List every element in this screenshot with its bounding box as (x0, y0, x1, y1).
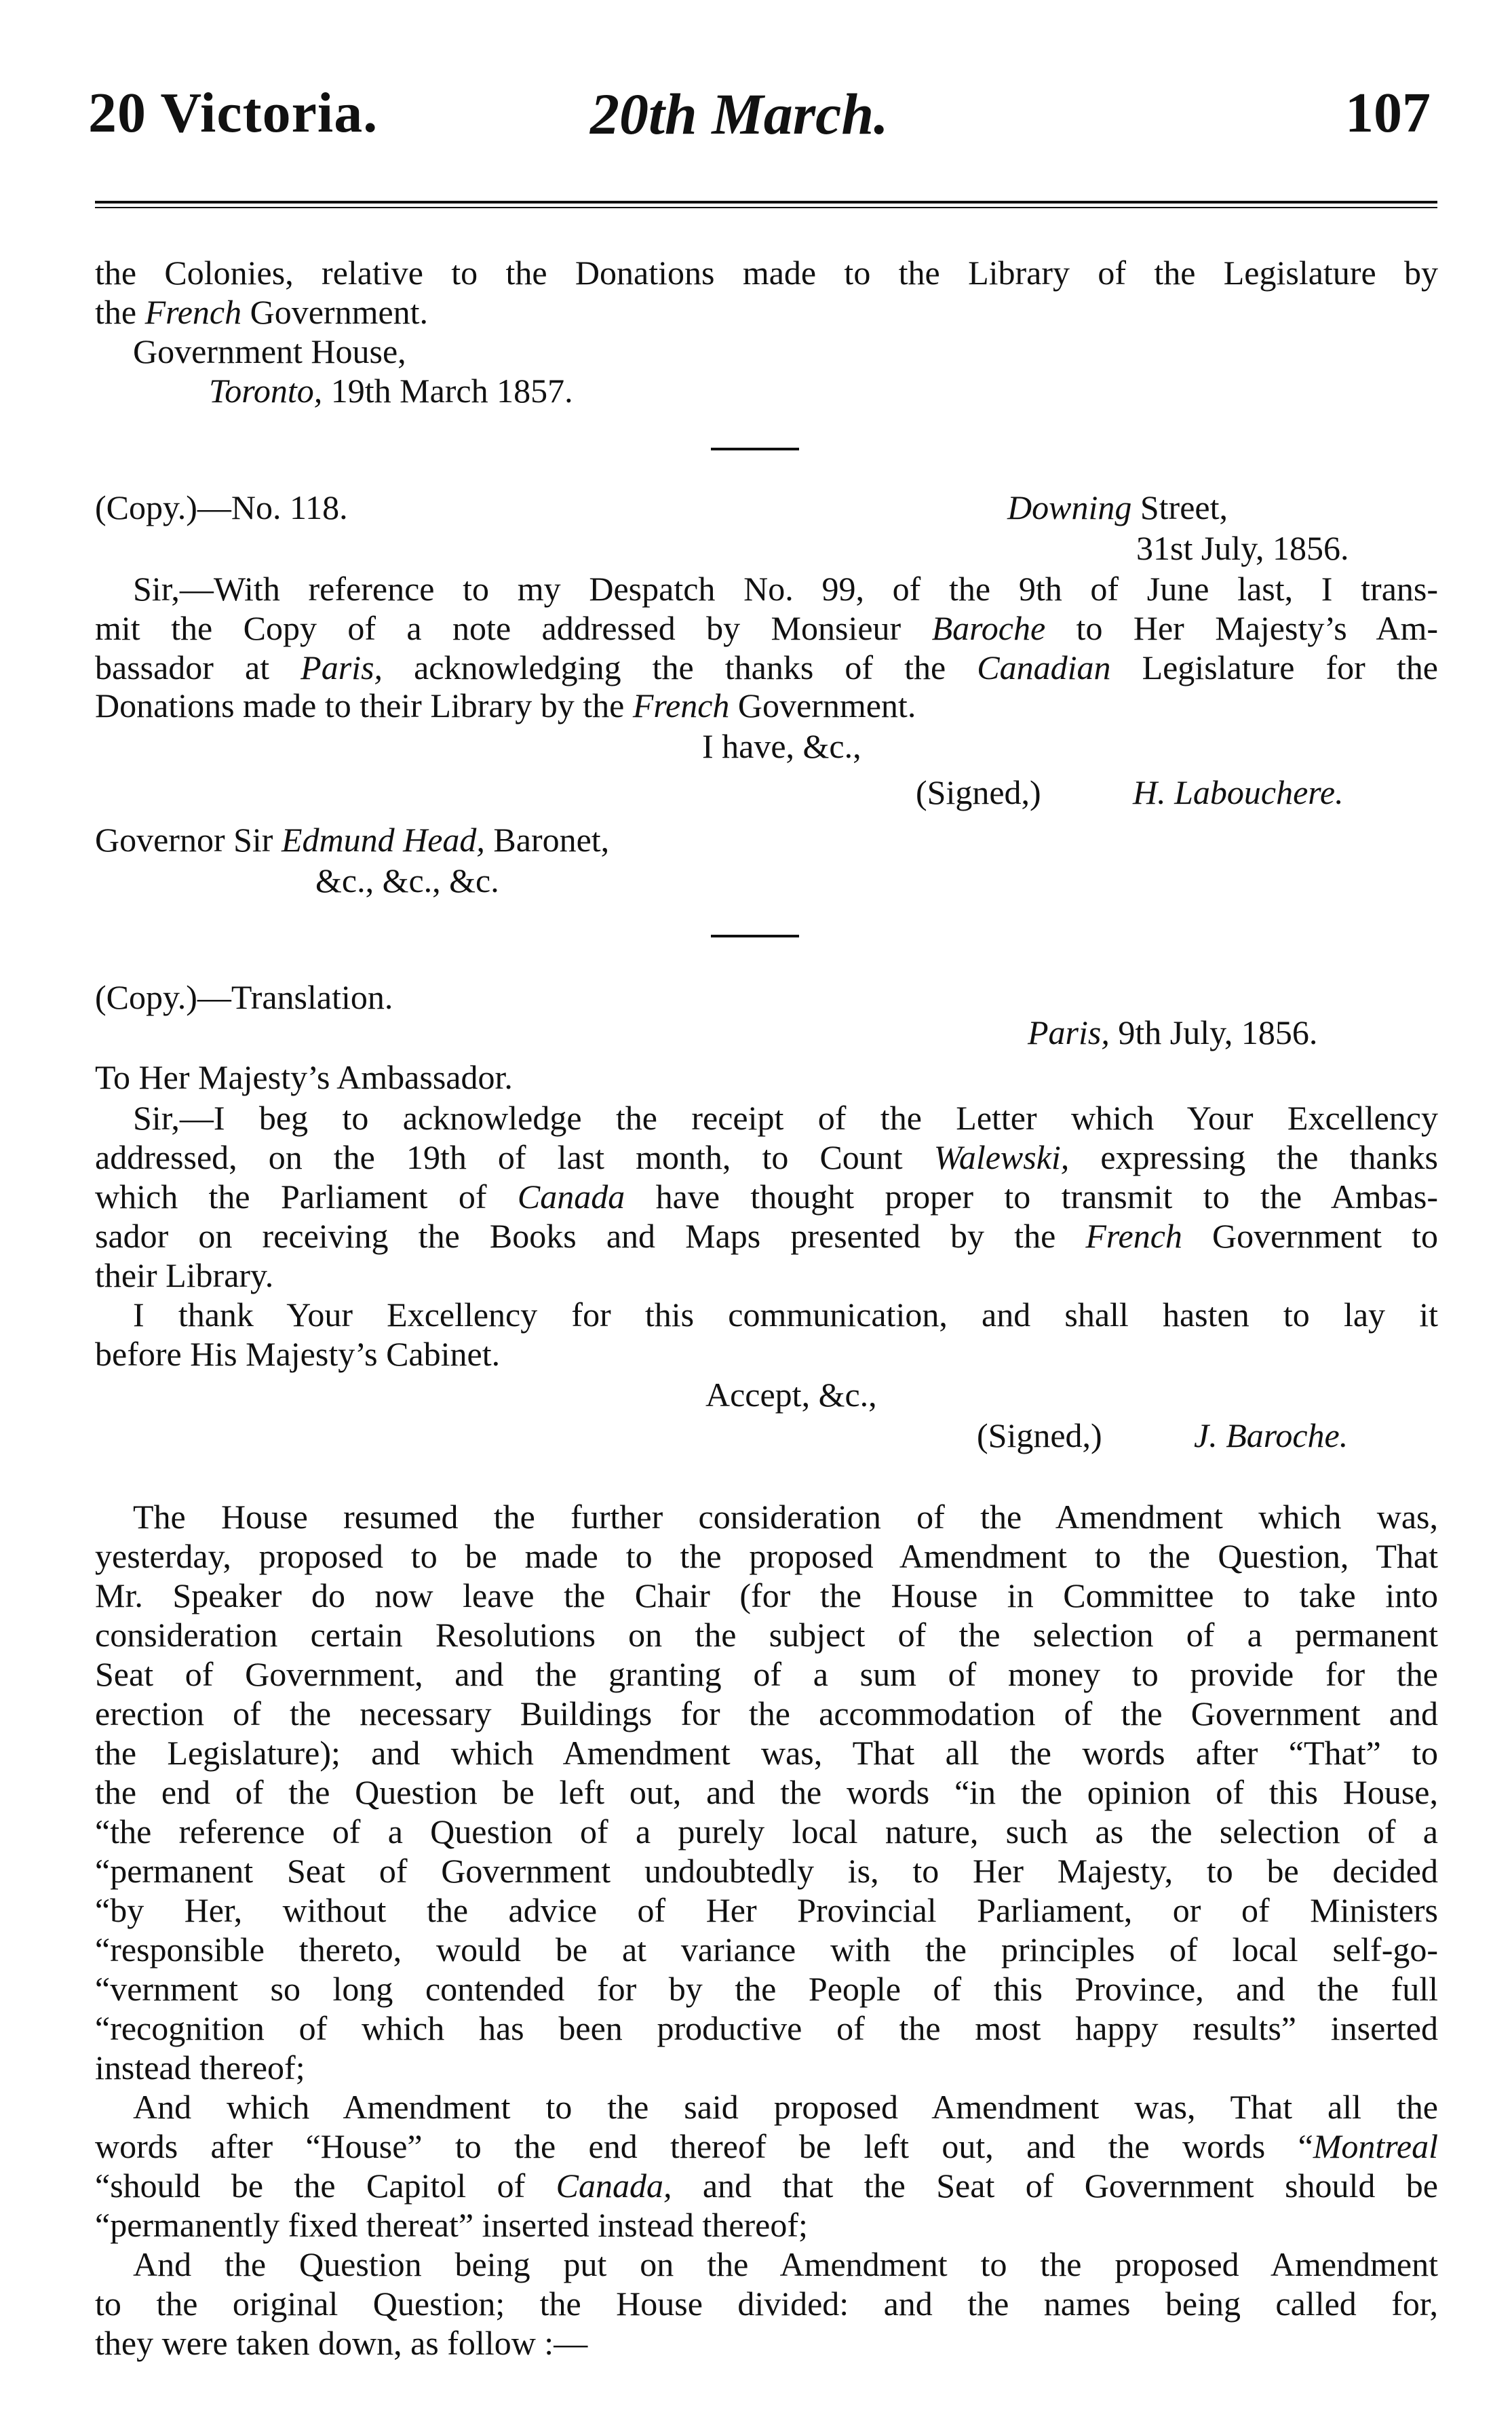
proceedings-line: “the reference of a Question of a purely local nature, such as the selection of a (95, 1813, 1438, 1850)
proceedings-line: Seat of Government, and the granting of a sum of money to provide for the (95, 1655, 1438, 1693)
header-rule (95, 201, 1437, 203)
intro-date: Toronto, 19th March 1857. (209, 372, 573, 410)
translation-to: To Her Majesty’s Ambassador. (95, 1058, 513, 1096)
intro-place: Government House, (133, 332, 406, 370)
proceedings-line: they were taken down, as follow :— (95, 2324, 588, 2362)
despatch-line: mit the Copy of a note addressed by Monsieur Baroche to Her Majesty’s Am- (95, 609, 1438, 647)
translation-date: Paris, 9th July, 1856. (1028, 1013, 1318, 1051)
proceedings-line: words after “House” to the end thereof be left out, and the words “Montreal (95, 2127, 1438, 2165)
translation-line: before His Majesty’s Cabinet. (95, 1335, 501, 1373)
translation-closing: Accept, &c., (705, 1376, 877, 1414)
despatch-date: 31st July, 1856. (1136, 529, 1349, 567)
translation-signer: J. Baroche. (1194, 1416, 1349, 1454)
proceedings-line: And which Amendment to the said proposed Amendment was, That all the (133, 2088, 1438, 2126)
proceedings-line: And the Question being put on the Amendment to the proposed Amendment (133, 2245, 1438, 2283)
despatch-closing: I have, &c., (702, 727, 861, 765)
running-head (88, 80, 1431, 161)
translation-line: which the Parliament of Canada have thought proper to transmit to the Ambas- (95, 1178, 1438, 1216)
proceedings-line: the end of the Question be left out, and the words “in the opinion of this House, (95, 1773, 1438, 1811)
proceedings-line: “vernment so long contended for by the People of this Province, and the full (95, 1970, 1438, 2008)
translation-line: Sir,—I beg to acknowledge the receipt of the Letter which Your Excellency (133, 1099, 1438, 1137)
page-number: 107 (1345, 81, 1431, 144)
proceedings-line: The House resumed the further consideration of the Amendment which was, (133, 1498, 1438, 1536)
despatch-line: Donations made to their Library by the French Government. (95, 686, 916, 724)
header-rule-thin (95, 207, 1437, 208)
section-divider (711, 935, 799, 937)
despatch-etc: &c., &c., &c. (315, 861, 499, 899)
intro-line: the French Government. (95, 293, 429, 331)
translation-heading: (Copy.)—Translation. (95, 978, 393, 1016)
regnal-year: 20 Victoria. (88, 81, 379, 144)
proceedings-line: “permanent Seat of Government undoubtedly is, to Her Majesty, to be decided (95, 1852, 1438, 1890)
proceedings-line: “should be the Capitol of Canada, and that the Seat of Government should be (95, 2167, 1438, 2205)
despatch-addressee: Governor Sir Edmund Head, Baronet, (95, 821, 610, 859)
translation-line: addressed, on the 19th of last month, to Count Walewski, expressing the thanks (95, 1138, 1438, 1176)
proceedings-line: “permanently fixed thereat” inserted instead thereof; (95, 2206, 808, 2244)
despatch-address: Downing Street, (1007, 488, 1228, 526)
despatch-line: Sir,—With reference to my Despatch No. 99, of the 9th of June last, I trans- (133, 570, 1438, 608)
proceedings-line: the Legislature); and which Amendment was, That all the words after “That” to (95, 1734, 1438, 1772)
despatch-line: bassador at Paris, acknowledging the thanks of the Canadian Legislature for the (95, 648, 1438, 686)
section-divider (711, 448, 799, 450)
despatch-signed: (Signed,) (916, 773, 1041, 811)
proceedings-line: to the original Question; the House divided: and the names being called for, (95, 2285, 1438, 2323)
despatch-number: (Copy.)—No. 118. (95, 488, 348, 526)
proceedings-line: yesterday, proposed to be made to the proposed Amendment to the Question, That (95, 1537, 1438, 1575)
proceedings-line: erection of the necessary Buildings for the accommodation of the Government and (95, 1694, 1438, 1732)
proceedings-line: Mr. Speaker do now leave the Chair (for the House in Committee to take into (95, 1576, 1438, 1614)
proceedings-line: “responsible thereto, would be at variance with the principles of local self-go- (95, 1931, 1438, 1969)
proceedings-line: “by Her, without the advice of Her Provincial Parliament, or of Ministers (95, 1891, 1438, 1929)
despatch-signer: H. Labouchere. (1133, 773, 1344, 811)
translation-line: sador on receiving the Books and Maps presented by the French Government to (95, 1217, 1438, 1255)
intro-line: the Colonies, relative to the Donations made to the Library of the Legislature by (95, 254, 1438, 292)
proceedings-line: consideration certain Resolutions on the subject of the selection of a permanent (95, 1616, 1438, 1654)
translation-signed: (Signed,) (977, 1416, 1102, 1454)
date-heading: 20th March. (590, 81, 889, 147)
translation-line: I thank Your Excellency for this communication, and shall hasten to lay it (133, 1296, 1438, 1334)
proceedings-line: instead thereof; (95, 2049, 305, 2087)
proceedings-line: “recognition of which has been productive of the most happy results” inserted (95, 2009, 1438, 2047)
translation-line: their Library. (95, 1256, 274, 1294)
